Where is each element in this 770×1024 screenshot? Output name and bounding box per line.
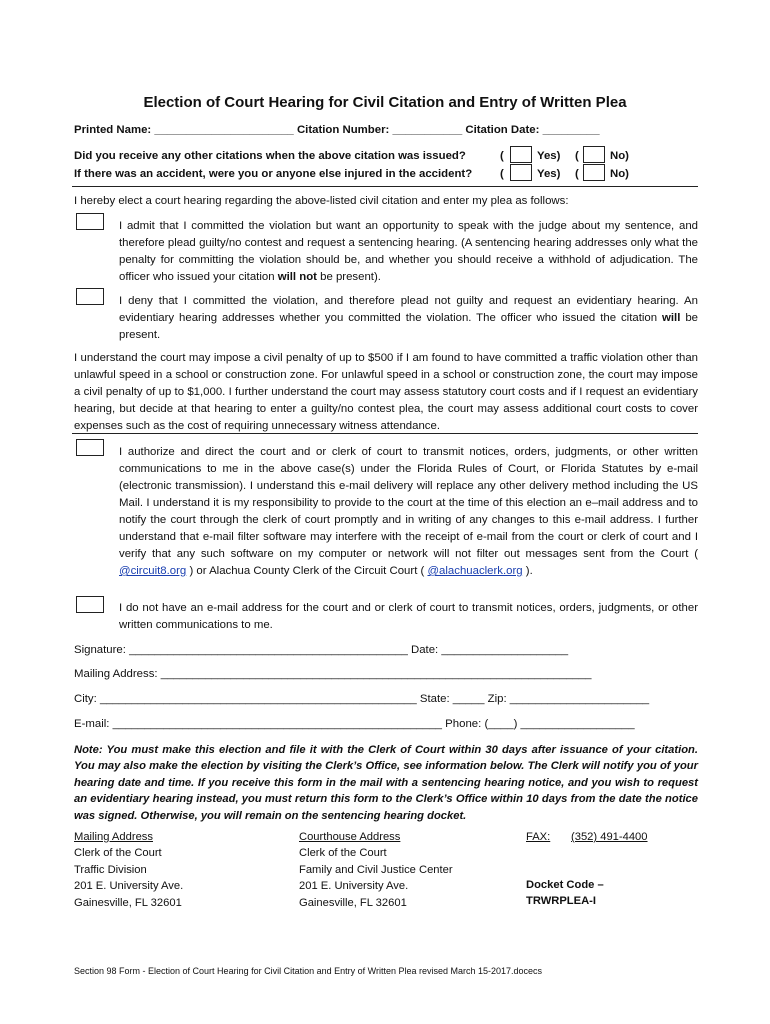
mailing-address-line: Clerk of the Court bbox=[74, 847, 162, 860]
q2-no-label: No) bbox=[610, 168, 629, 180]
paren-q2: ( bbox=[500, 168, 504, 180]
citation-number-field[interactable]: Citation Number: ___________ bbox=[296, 124, 463, 136]
q1-yes-label: Yes) bbox=[537, 150, 561, 162]
printed-name-field[interactable]: Printed Name: ______________________ Citation Number: ___________ Citation Date: _________ bbox=[74, 124, 600, 136]
city-state-zip-field[interactable]: City: __________________________________________________ State: _____ Zip: ______________________ bbox=[74, 693, 650, 705]
no-email-checkbox[interactable] bbox=[76, 596, 104, 613]
no-email-text: I do not have an e-mail address for the court and or clerk of court to transmit notices, orders, judgments, or other written communications to me. bbox=[119, 602, 698, 631]
fax-label: FAX: bbox=[526, 831, 551, 843]
form-footer: Section 98 Form - Election of Court Hearing for Civil Citation and Entry of Written Plea revised March 15-2017.docecs bbox=[74, 966, 543, 976]
email-section-divider bbox=[72, 433, 698, 434]
courthouse-address-block bbox=[299, 829, 453, 911]
filing-note: Note: You must make this election and file it with the Clerk of Court within 30 days after issuance of your citation. You may also make the election by visiting the Clerk’s Office, see information below. The Clerk will notify you of your hearing date and time. If you receive this form in the mail with a sentencing hearing notice, and you wish to request an evidentiary hearing instead, you must return this form to the Clerk’s Office within 10 days from the date the notice was signed. Otherwise, you will remain on the sentencing hearing docket. bbox=[74, 744, 698, 822]
q2-yes-checkbox[interactable] bbox=[510, 164, 532, 181]
courthouse-address-line: 201 E. University Ave. bbox=[299, 880, 409, 893]
mailing-address-heading: Mailing Address bbox=[74, 831, 153, 843]
courthouse-address-line: Clerk of the Court bbox=[299, 847, 387, 860]
q1-no-label: No) bbox=[610, 150, 629, 162]
plead-not-guilty-text: I deny that I committed the violation, and therefore plead not guilty and request an evidentiary hearing. An evidentiary hearing addresses whether you committed the violation. The officer who issued the citation will be present. bbox=[119, 295, 699, 341]
circuit8-email-link[interactable]: @circuit8.org bbox=[119, 565, 187, 577]
question-accident-injury: If there was an accident, were you or anyone else injured in the accident? bbox=[74, 168, 473, 180]
paren-q1-no: ( bbox=[575, 150, 579, 162]
question-other-citations: Did you receive any other citations when the above citation was issued? bbox=[74, 150, 466, 162]
email-authorize-text: I authorize and direct the court and or clerk of court to transmit notices, orders, judgments, or other written communications to me in the above case(s) under the Florida Rules of Court, or Florida Statutes by e-mail (electronic transmission). I understand this e-mail delivery will replace any other delivery method including the US Mail. I understand it is my responsibility to provide to the court at the time of this election an e–mail address and to notify the court through the clerk of court promptly and in writing of any changes to this e-mail address. I further understand that e-mail filter software may interfere with the receipt of e-mail from the court or clerk of court and I verify that any such software on my computer or network will not filter out messages sent from the Court ( @circuit8.org ) or Alachua County Clerk of the Circuit Court ( @alachuaclerk.org ). bbox=[119, 446, 698, 577]
q1-yes-checkbox[interactable] bbox=[510, 146, 532, 163]
form-title: Election of Court Hearing for Civil Citation and Entry of Written Plea bbox=[143, 94, 627, 111]
q2-yes-label: Yes) bbox=[537, 168, 561, 180]
plead-guilty-checkbox[interactable] bbox=[76, 213, 104, 230]
paren-q1: ( bbox=[500, 150, 504, 162]
mailing-address-block bbox=[74, 829, 183, 911]
section-divider bbox=[72, 186, 698, 187]
email-phone-field[interactable]: E-mail: ____________________________________________________ Phone: (____) __________________ bbox=[74, 718, 635, 730]
plead-not-guilty-checkbox[interactable] bbox=[76, 288, 104, 305]
mailing-address-line: Traffic Division bbox=[74, 863, 147, 876]
mailing-address-line: Gainesville, FL 32601 bbox=[74, 896, 182, 909]
mailing-address-field[interactable]: Mailing Address: ____________________________________________________________________ bbox=[74, 668, 592, 680]
q1-no-checkbox[interactable] bbox=[583, 146, 605, 163]
email-authorize-checkbox[interactable] bbox=[76, 439, 104, 456]
mailing-address-line: 201 E. University Ave. bbox=[74, 880, 184, 893]
courthouse-address-heading: Courthouse Address bbox=[299, 831, 401, 843]
signature-date-field[interactable]: Signature: ____________________________________________ Date: ____________________ bbox=[74, 644, 569, 656]
courthouse-address-line: Gainesville, FL 32601 bbox=[299, 896, 407, 909]
alachuaclerk-email-link[interactable]: @alachuaclerk.org bbox=[427, 565, 523, 577]
paren-q2-no: ( bbox=[575, 168, 579, 180]
docket-code-label: Docket Code – bbox=[526, 879, 604, 891]
citation-date-field[interactable]: Citation Date: _________ bbox=[465, 124, 600, 136]
plead-guilty-text: I admit that I committed the violation but want an opportunity to speak with the judge about my sentence, and therefore plead guilty/no contest and request a sentencing hearing. (A sentencing hearing addresses only what the penalty for committing the violation should be, and whether you should receive a withhold of adjudication. The officer who issued your citation will not be present). bbox=[119, 220, 698, 283]
plea-intro: I hereby elect a court hearing regarding the above-listed civil citation and enter my plea as follows: bbox=[74, 195, 569, 207]
docket-code-value: TRWRPLEA-I bbox=[526, 895, 597, 907]
courthouse-address-line: Family and Civil Justice Center bbox=[299, 863, 453, 876]
fax-number: (352) 491-4400 bbox=[571, 831, 648, 843]
penalty-paragraph: I understand the court may impose a civil penalty of up to $500 if I am found to have committed a traffic violation other than unlawful speed in a school or construction zone. For unlawful speed in a school or construction zone, the court may impose a civil penalty of up to $1,000. I further understand the court may assess statutory court costs and if I request an evidentiary hearing, but decide at that hearing to enter a guilty/no contest plea, the court may assess additional court costs to cover expenses such as the cost of requiring unnecessary witness attendance. bbox=[74, 352, 698, 432]
q2-no-checkbox[interactable] bbox=[583, 164, 605, 181]
